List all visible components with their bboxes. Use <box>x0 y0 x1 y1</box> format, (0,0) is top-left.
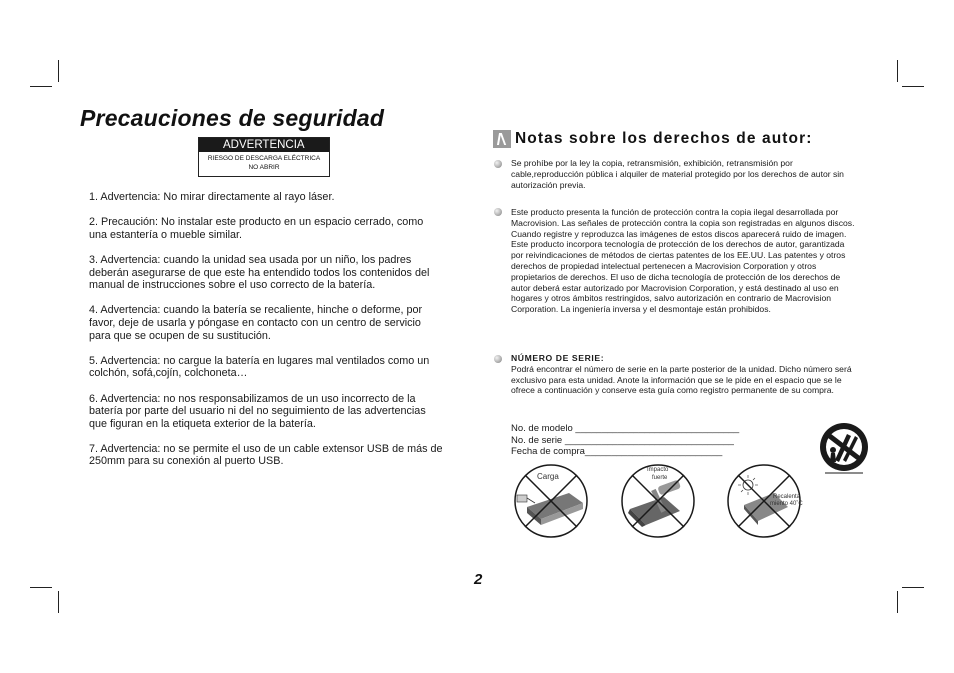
heat-label-2: miento 40˚C <box>770 501 803 507</box>
warning-item: 1. Advertencia: No mirar directamente al rayo láser. <box>89 191 335 203</box>
warning-label-line1: RIESGO DE DESCARGA ELÉCTRICA <box>207 155 321 162</box>
crop-mark <box>30 587 52 588</box>
shock-warning-label <box>198 137 330 177</box>
copyright-heading <box>493 130 813 148</box>
impact-label-2: fuerte <box>652 475 668 481</box>
page-title: Precauciones de seguridad <box>80 105 385 132</box>
copyright-paragraph-2: Este producto presenta la función de protección contra la copia ilegal desarrollada por Macrovision. Las señales de protección contra la copia son registradas en algunos discos. Cuando registre y reproduzca las imágenes de estos discos aparecerá ruido de imagen. Este producto incorpora tecnología de protección de los derechos de autor, garantizada por reivindicaciones de métodos de ciertas patentes de los EE.UU. Las patentes y otros derechos de propiedad intelectual pertenecen a Macrovision Corporation y otros propietarios de derechos. El uso de dicha tecnología de protección de los derechos de autor deberá estar autorizado por Macrovision Corporation, y está destinado al uso en hogares y otros ámbitos restringidos, salvo autorización en contrario de Macrovision Corporation. La ingeniería inversa y el desmontaje están prohibidos. <box>511 207 855 315</box>
serial-text: Podrá encontrar el número de serie en la parte posterior de la unidad. Dicho número será exclusivo para esta unidad. Anote la información que se le pide en el espacio que se le ofrece a continuación y conserve esta guía como registro permanente de su compra. <box>511 363 852 396</box>
warning-item: 6. Advertencia: no nos responsabilizamos de un uso incorrecto de la batería por parte del usuario ni del no seguimiento de las advertencias que figuran en la etiqueta exterior de la batería. <box>89 392 426 430</box>
crop-mark <box>30 86 52 87</box>
crop-mark <box>58 60 59 82</box>
serial-heading: NÚMERO DE SERIE: <box>511 353 605 363</box>
bullet-icon <box>494 355 502 363</box>
copyright-paragraph-1: Se prohíbe por la ley la copia, retransmisión, exhibición, retransmisión por cable,reproducción pública i alquiler de material protegido por los derechos de autor sin autorización previa. <box>511 158 844 190</box>
warning-item: 7. Advertencia: no se permite el uso de un cable extensor USB de más de 250mm para su conexión al puerto USB. <box>89 442 443 468</box>
warning-item: 2. Precaución: No instalar este producto en un espacio cerrado, como una estantería o mueble similar. <box>89 216 424 241</box>
warning-item: 3. Advertencia: cuando la unidad sea usada por un niño, los padres deberán asegurarse de que este ha entendido todos los contenidos del manual de instrucciones sobre el uso correcto de la batería. <box>89 253 430 292</box>
no-ladder-icon <box>815 420 873 478</box>
serial-number-field: No. de serie ________________________________ <box>511 435 734 446</box>
crop-mark <box>902 587 924 588</box>
serial-section <box>511 353 856 396</box>
impact-label-1: Impacto <box>647 467 669 473</box>
warning-label-header: ADVERTENCIA <box>199 138 329 152</box>
bullet-icon <box>494 160 502 168</box>
model-number-field: No. de modelo _______________________________ <box>511 423 740 434</box>
purchase-date-field: Fecha de compra__________________________ <box>511 446 723 457</box>
charge-label: Carga <box>537 472 559 481</box>
heat-label-1: Recalenta <box>773 494 801 500</box>
page-number: 2 <box>474 571 483 588</box>
copyright-section-icon <box>493 130 511 148</box>
warning-item: 5. Advertencia: no cargue la batería en lugares mal ventilados como un colchón, sofá,cojín, colchoneta… <box>89 354 430 380</box>
copyright-title: Notas sobre los derechos de autor: <box>515 130 813 147</box>
crop-mark <box>902 86 924 87</box>
crop-mark <box>58 591 59 613</box>
crop-mark <box>897 60 898 82</box>
warning-label-line2: NO ABRIR <box>248 164 280 171</box>
crop-mark <box>897 591 898 613</box>
warning-item: 4. Advertencia: cuando la batería se recaliente, hinche o deforme, por favor, deje de usarla y póngase en contacto con un centro de servicio para que se ocupen de su sustitución. <box>89 304 423 342</box>
warnings-list <box>89 191 444 481</box>
bullet-icon <box>494 208 502 216</box>
